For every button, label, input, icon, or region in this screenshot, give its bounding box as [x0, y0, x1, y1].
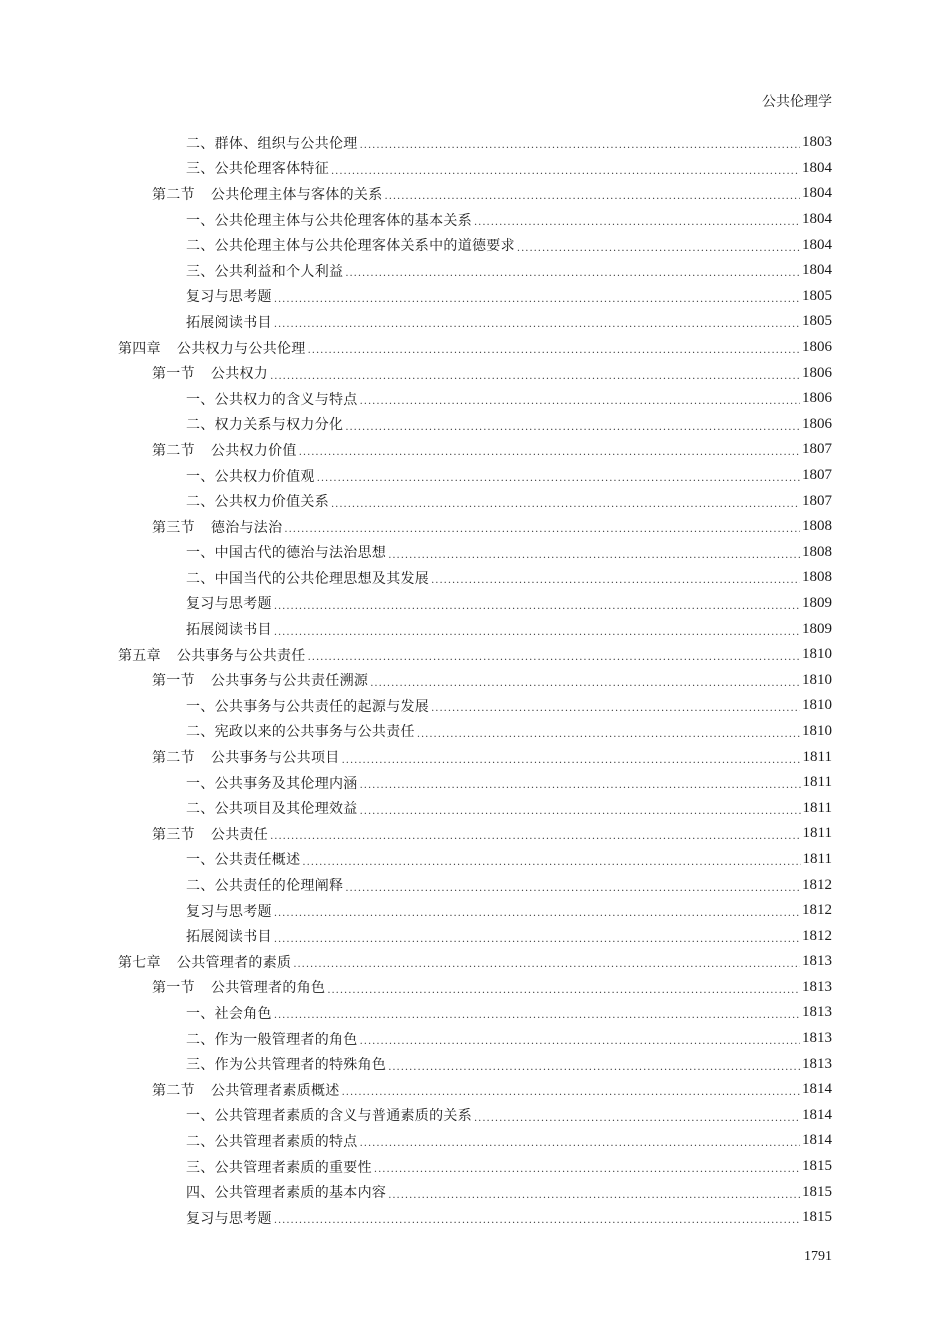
toc-entry[interactable] — [118, 309, 832, 335]
toc-entry-text: 一、公共管理者素质的含义与普通素质的关系 — [186, 1108, 472, 1125]
toc-entry-title — [186, 1029, 358, 1049]
toc-entry-text: 一、公共权力的含义与特点 — [186, 391, 358, 408]
toc-entry-page: 1813 — [802, 953, 832, 970]
toc-entry[interactable] — [118, 1179, 832, 1205]
toc-entry-text: 拓展阅读书目 — [186, 929, 272, 946]
dot-leader — [274, 908, 800, 919]
toc-entry-page: 1813 — [802, 1055, 832, 1072]
toc-entry[interactable] — [118, 821, 832, 847]
toc-entry[interactable] — [118, 514, 832, 540]
toc-entry-title — [186, 542, 386, 562]
toc-entry-page: 1813 — [802, 978, 832, 995]
toc-entry-page: 1815 — [802, 1158, 832, 1175]
toc-entry-text: 拓展阅读书目 — [186, 314, 272, 331]
toc-entry-title — [186, 593, 272, 613]
dot-leader — [360, 140, 800, 151]
dot-leader — [360, 1138, 800, 1149]
toc-entry[interactable] — [118, 258, 832, 284]
toc-entry[interactable] — [118, 1051, 832, 1077]
page-number: 1791 — [804, 1249, 832, 1264]
toc-entry-title — [118, 645, 306, 665]
dot-leader — [431, 703, 800, 714]
toc-entry-number: 第二节 — [152, 442, 195, 459]
toc-entry-text: 一、公共事务与公共责任的起源与发展 — [186, 698, 430, 715]
toc-entry[interactable] — [118, 898, 832, 924]
toc-entry-page: 1811 — [802, 748, 832, 765]
toc-entry-number: 第一节 — [152, 366, 195, 383]
toc-entry-page: 1803 — [802, 134, 832, 151]
toc-entry-text: 公共伦理主体与客体的关系 — [210, 186, 383, 203]
toc-entry[interactable] — [118, 207, 832, 233]
running-head-title: 公共伦理学 — [762, 94, 832, 110]
toc-entry-title — [186, 1182, 386, 1202]
dot-leader — [293, 959, 800, 970]
dot-leader — [331, 166, 800, 177]
toc-entry-page: 1810 — [802, 722, 832, 739]
dot-leader — [360, 806, 801, 817]
toc-entry-text: 复习与思考题 — [186, 289, 272, 306]
toc-entry-text: 公共事务与公共项目 — [210, 750, 340, 767]
toc-entry-title — [186, 312, 272, 332]
dot-leader — [274, 1215, 800, 1226]
toc-entry-text: 二、公共责任的伦理阐释 — [186, 878, 344, 895]
toc-entry-text: 一、公共事务及其伦理内涵 — [186, 775, 358, 792]
toc-entry-title — [186, 1131, 358, 1151]
toc-entry-number: 第七章 — [118, 954, 161, 971]
toc-entry-text: 三、公共利益和个人利益 — [186, 263, 344, 280]
toc-entry-text: 二、权力关系与权力分化 — [186, 417, 344, 434]
toc-entry-text: 一、中国古代的德治与法治思想 — [186, 545, 387, 562]
toc-entry-page: 1809 — [802, 594, 832, 611]
toc-entry-text: 二、群体、组织与公共伦理 — [186, 135, 358, 152]
toc-entry-text: 四、公共管理者素质的基本内容 — [186, 1185, 387, 1202]
dot-leader — [474, 217, 800, 228]
toc-entry-text: 公共事务与公共责任 — [176, 647, 306, 664]
toc-entry-title — [152, 824, 268, 844]
toc-entry-number: 第三节 — [152, 826, 195, 843]
toc-entry-page: 1808 — [802, 518, 832, 535]
toc-entry-title — [186, 158, 329, 178]
toc-entry-text: 公共责任 — [210, 826, 269, 843]
toc-entry-page: 1814 — [802, 1106, 832, 1123]
dot-leader — [388, 550, 800, 561]
toc-entry-text: 二、公共管理者素质的特点 — [186, 1133, 358, 1150]
dot-leader — [284, 524, 800, 535]
toc-entry-title — [152, 1080, 340, 1100]
toc-entry-number: 第二节 — [152, 1082, 195, 1099]
toc-entry-page: 1806 — [802, 339, 832, 356]
toc-entry[interactable] — [118, 488, 832, 514]
toc-entry-text: 二、公共权力价值关系 — [186, 494, 329, 511]
toc-entry-page: 1811 — [802, 774, 832, 791]
toc-entry-text: 公共管理者的素质 — [176, 954, 292, 971]
toc-entry[interactable] — [118, 872, 832, 898]
dot-leader — [388, 1190, 800, 1201]
dot-leader — [360, 780, 801, 791]
toc-entry-page: 1810 — [802, 671, 832, 688]
toc-entry-title — [186, 875, 343, 895]
toc-entry-title — [186, 619, 272, 639]
toc-entry[interactable] — [118, 360, 832, 386]
toc-entry[interactable] — [118, 130, 832, 156]
toc-entry-title — [118, 338, 306, 358]
toc-entry[interactable] — [118, 565, 832, 591]
toc-entry-page: 1809 — [802, 620, 832, 637]
toc-entry-page: 1807 — [802, 492, 832, 509]
toc-entry-text: 公共权力与公共伦理 — [176, 340, 306, 357]
toc-entry[interactable] — [118, 1128, 832, 1154]
toc-entry-text: 拓展阅读书目 — [186, 622, 272, 639]
toc-entry-text: 一、公共权力价值观 — [186, 468, 315, 485]
dot-leader — [274, 934, 800, 945]
toc-entry[interactable] — [118, 795, 832, 821]
toc-entry[interactable] — [118, 693, 832, 719]
toc-entry-title — [186, 568, 429, 588]
toc-entry[interactable] — [118, 923, 832, 949]
toc-entry-page: 1804 — [802, 236, 832, 253]
toc-entry-text: 公共权力价值 — [210, 442, 297, 459]
table-of-contents — [118, 130, 832, 1231]
toc-entry[interactable] — [118, 1103, 832, 1129]
dot-leader — [431, 575, 800, 586]
toc-entry[interactable] — [118, 1026, 832, 1052]
dot-leader — [308, 652, 800, 663]
toc-entry-title — [186, 926, 272, 946]
toc-entry-page: 1804 — [802, 262, 832, 279]
toc-entry-text: 二、公共项目及其伦理效益 — [186, 801, 358, 818]
toc-entry-title — [152, 363, 268, 383]
toc-entry[interactable] — [118, 591, 832, 617]
toc-entry-title — [186, 1003, 272, 1023]
dot-leader — [308, 345, 800, 356]
toc-entry-title — [186, 696, 429, 716]
toc-entry-page: 1811 — [802, 825, 832, 842]
toc-entry-page: 1812 — [802, 927, 832, 944]
toc-entry-page: 1815 — [802, 1209, 832, 1226]
dot-leader — [360, 1036, 800, 1047]
toc-entry-title — [152, 184, 383, 204]
toc-entry[interactable] — [118, 412, 832, 438]
toc-entry[interactable] — [118, 1154, 832, 1180]
dot-leader — [274, 601, 800, 612]
toc-entry[interactable] — [118, 386, 832, 412]
toc-entry-text: 公共事务与公共责任溯源 — [210, 673, 369, 690]
toc-entry[interactable] — [118, 284, 832, 310]
toc-entry-title — [186, 1054, 386, 1074]
toc-entry[interactable] — [118, 719, 832, 745]
toc-entry-page: 1814 — [802, 1081, 832, 1098]
toc-entry-title — [186, 849, 300, 869]
toc-entry-text: 公共权力 — [210, 366, 269, 383]
dot-leader — [302, 857, 800, 868]
toc-entry[interactable] — [118, 156, 832, 182]
dot-leader — [270, 831, 800, 842]
toc-entry-text: 复习与思考题 — [186, 1210, 272, 1227]
toc-entry-page: 1811 — [802, 850, 832, 867]
toc-entry-title — [152, 670, 368, 690]
toc-entry[interactable] — [118, 463, 832, 489]
toc-entry-page: 1806 — [802, 364, 832, 381]
dot-leader — [474, 1113, 800, 1124]
toc-entry-text: 复习与思考题 — [186, 903, 272, 920]
dot-leader — [274, 1010, 800, 1021]
toc-entry-page: 1813 — [802, 1004, 832, 1021]
dot-leader — [331, 499, 800, 510]
toc-entry[interactable] — [118, 770, 832, 796]
toc-entry-page: 1806 — [802, 390, 832, 407]
dot-leader — [274, 294, 800, 305]
toc-entry-page: 1812 — [802, 876, 832, 893]
toc-entry-text: 三、公共管理者素质的重要性 — [186, 1159, 372, 1176]
toc-entry-text: 三、公共伦理客体特征 — [186, 161, 329, 178]
toc-entry-title — [152, 977, 325, 997]
toc-entry-page: 1812 — [802, 902, 832, 919]
toc-entry-text: 一、公共责任概述 — [186, 852, 301, 869]
toc-entry-number: 第二节 — [152, 750, 195, 767]
toc-entry-page: 1805 — [802, 313, 832, 330]
toc-entry-title — [152, 747, 340, 767]
dot-leader — [342, 1087, 800, 1098]
toc-entry-text: 二、中国当代的公共伦理思想及其发展 — [186, 570, 430, 587]
toc-entry-title — [152, 517, 282, 537]
toc-entry-text: 三、作为公共管理者的特殊角色 — [186, 1057, 387, 1074]
toc-entry-number: 第一节 — [152, 980, 195, 997]
toc-entry-page: 1815 — [802, 1183, 832, 1200]
dot-leader — [388, 1062, 800, 1073]
toc-entry[interactable] — [118, 1205, 832, 1231]
dot-leader — [317, 473, 800, 484]
toc-entry[interactable] — [118, 616, 832, 642]
dot-leader — [345, 422, 800, 433]
toc-entry-title — [186, 235, 515, 255]
dot-leader — [360, 396, 800, 407]
toc-entry-title — [186, 133, 358, 153]
toc-entry-text: 德治与法治 — [210, 519, 283, 536]
toc-entry-title — [186, 389, 358, 409]
toc-entry[interactable] — [118, 1077, 832, 1103]
toc-entry[interactable] — [118, 540, 832, 566]
toc-entry-text: 复习与思考题 — [186, 596, 272, 613]
toc-entry-title — [186, 773, 358, 793]
toc-entry-title — [186, 286, 272, 306]
dot-leader — [374, 1164, 800, 1175]
toc-entry-text: 公共管理者素质概述 — [210, 1082, 340, 1099]
toc-entry-number: 第四章 — [118, 340, 161, 357]
dot-leader — [342, 755, 801, 766]
toc-entry-title — [186, 466, 315, 486]
dot-leader — [274, 627, 800, 638]
dot-leader — [417, 729, 800, 740]
dot-leader — [299, 447, 800, 458]
dot-leader — [345, 883, 800, 894]
toc-entry[interactable] — [118, 335, 832, 361]
toc-entry-page: 1804 — [802, 159, 832, 176]
toc-entry[interactable] — [118, 181, 832, 207]
toc-entry-text: 一、社会角色 — [186, 1005, 272, 1022]
dot-leader — [370, 678, 800, 689]
toc-entry-title — [186, 210, 472, 230]
dot-leader — [327, 985, 800, 996]
toc-entry-page: 1806 — [802, 415, 832, 432]
toc-entry-page: 1807 — [802, 441, 832, 458]
toc-entry[interactable] — [118, 1000, 832, 1026]
toc-entry-page: 1808 — [802, 569, 832, 586]
dot-leader — [385, 191, 800, 202]
toc-entry-title — [186, 261, 343, 281]
toc-entry-page: 1811 — [802, 799, 832, 816]
toc-entry[interactable] — [118, 437, 832, 463]
dot-leader — [345, 268, 800, 279]
toc-entry-title — [186, 798, 358, 818]
toc-entry-text: 公共管理者的角色 — [210, 980, 326, 997]
toc-entry-page: 1813 — [802, 1030, 832, 1047]
toc-entry-page: 1808 — [802, 543, 832, 560]
toc-entry-number: 第三节 — [152, 519, 195, 536]
toc-entry-number: 第五章 — [118, 647, 161, 664]
dot-leader — [517, 243, 800, 254]
dot-leader — [274, 319, 800, 330]
toc-entry-title — [186, 1157, 372, 1177]
toc-entry-text: 二、宪政以来的公共事务与公共责任 — [186, 724, 415, 741]
toc-entry-text: 二、公共伦理主体与公共伦理客体关系中的道德要求 — [186, 238, 515, 255]
toc-entry-page: 1807 — [802, 467, 832, 484]
toc-entry-page: 1810 — [802, 697, 832, 714]
toc-entry[interactable] — [118, 232, 832, 258]
toc-entry-page: 1814 — [802, 1132, 832, 1149]
toc-entry[interactable] — [118, 847, 832, 873]
dot-leader — [270, 371, 800, 382]
toc-entry-title — [186, 1105, 472, 1125]
toc-entry-title — [118, 952, 291, 972]
toc-entry-title — [186, 901, 272, 921]
toc-entry-page: 1805 — [802, 287, 832, 304]
toc-entry-page: 1810 — [802, 646, 832, 663]
toc-entry-title — [152, 440, 297, 460]
toc-entry-title — [186, 414, 343, 434]
toc-entry-title — [186, 1208, 272, 1228]
toc-entry-title — [186, 491, 329, 511]
toc-entry[interactable] — [118, 667, 832, 693]
toc-entry-page: 1804 — [802, 211, 832, 228]
toc-entry-number: 第二节 — [152, 186, 195, 203]
toc-entry[interactable] — [118, 975, 832, 1001]
toc-entry-title — [186, 721, 415, 741]
toc-entry-number: 第一节 — [152, 673, 195, 690]
toc-entry[interactable] — [118, 744, 832, 770]
toc-entry-page: 1804 — [802, 185, 832, 202]
toc-entry-text: 一、公共伦理主体与公共伦理客体的基本关系 — [186, 212, 472, 229]
toc-entry[interactable] — [118, 949, 832, 975]
toc-entry[interactable] — [118, 642, 832, 668]
toc-entry-text: 二、作为一般管理者的角色 — [186, 1031, 358, 1048]
